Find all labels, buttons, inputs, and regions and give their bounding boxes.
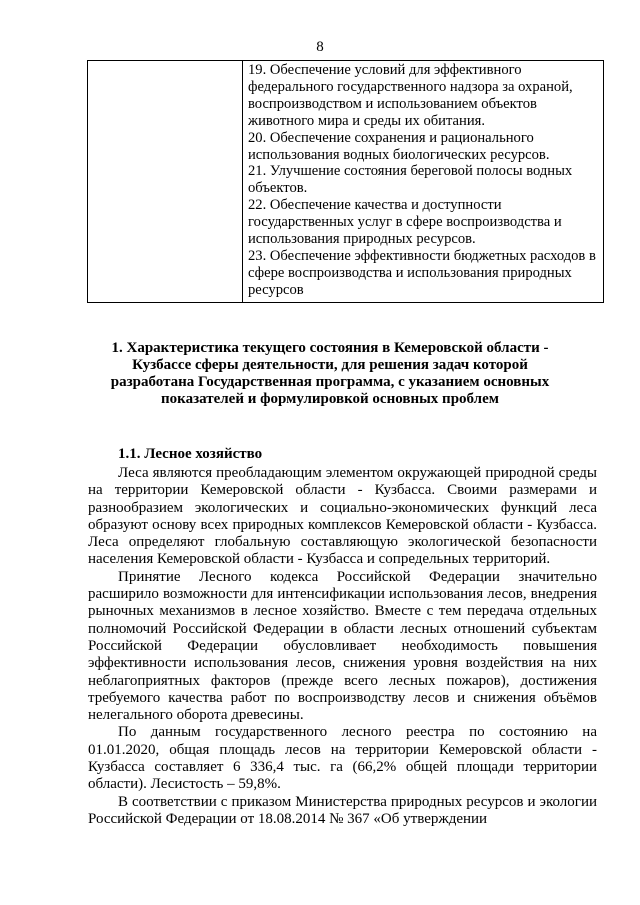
body-text: [88, 465, 597, 828]
goal-item: 22. Обеспечение качества и доступности государственных услуг в сфере воспроизводства и использования природных ресурсов.: [248, 197, 562, 248]
subsection-heading: 1.1. Лесное хозяйство: [118, 446, 263, 462]
table-row: [88, 61, 604, 303]
page-number: 8: [316, 39, 324, 55]
paragraph: По данным государственного лесного реестра по состоянию на 01.01.2020, общая площадь лесов на территории Кемеровской области - Кузбасса составляет 6 336,4 тыс. га (66,2% общей площади территории области). Лесистость – 59,8%.: [88, 724, 597, 793]
goal-item: 20. Обеспечение сохранения и рационального использования водных биологических ресурсов.: [248, 129, 550, 163]
goal-item: 23. Обеспечение эффективности бюджетных расходов в сфере воспроизводства и использования природных ресурсов: [248, 247, 596, 298]
section-heading: 1. Характеристика текущего состояния в Кемеровской области - Кузбассе сферы деятельности, для решения задач которой разработана Государственная программа, с указанием основных показателей и формулировкой основных проблем: [110, 340, 550, 407]
goal-item: 19. Обеспечение условий для эффективного федерального государственного надзора за охраной, воспроизводством и использованием объектов животного мира и среды их обитания.: [248, 62, 573, 129]
paragraph: Принятие Лесного кодекса Российской Федерации значительно расширило возможности для интенсификации использования лесов, внедрения рыночных механизмов в лесное хозяйство. Вместе с тем передача отдельных полномочий Российской Федерации в области лесных отношений субъектам Российской Федерации обусловливает необходимость повышения эффективности использования лесов, снижения уровня воздействия на них неблагоприятных факторов (прежде всего лесных пожаров), достижения требуемого качества работ по воспроизводству лесов и снижения объёмов нелегального оборота древесины.: [88, 568, 597, 724]
goal-item: 21. Улучшение состояния береговой полосы водных объектов.: [248, 163, 573, 197]
table-cell-empty: [88, 61, 243, 303]
table-cell-goals: [243, 61, 604, 303]
paragraph: В соответствии с приказом Министерства природных ресурсов и экологии Российской Федерации от 18.08.2014 № 367 «Об утверждении: [88, 793, 597, 827]
paragraph: Леса являются преобладающим элементом окружающей природной среды на территории Кемеровской области - Кузбасса. Своими размерами и разнообразием экологических и социально-экономических функций леса образуют основу всех природных комплексов Кемеровской области - Кузбасса. Леса определяют глобальную составляющую экологической безопасности населения Кемеровской области - Кузбасса и сопредельных территорий.: [88, 465, 597, 568]
goals-table: [87, 60, 604, 303]
